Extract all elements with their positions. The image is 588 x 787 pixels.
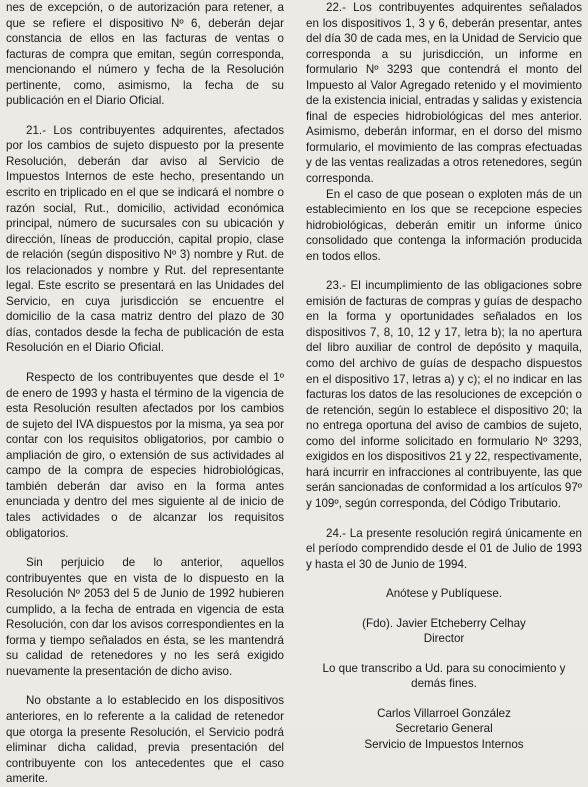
paragraph-22: 22.- Los contribuyentes adquirentes señalados en los dispositivos 1, 3 y 6, deberán presentar, antes del día 30 de cada mes, en la Unidad de Servicio que corresponda a su jurisdicción, un informe en formulario Nº 3293 que contendrá el monto del Impuesto al Valor Agregado retenido y el movimiento de la existencia inicial, entradas y salidas y existencia final de especies hidrobiológicas del mes anterior. Asimismo, deberán informar, en el dorso del mismo formulario, el movimiento de las compras efectuadas y de las ventas realizadas a otros retenedores, según corresponda. [306,1,582,186]
paragraph-sin-perjuicio: Sin perjuicio de lo anterior, aquellos contribuyentes que en vista de lo dispuesto en la Resolución Nº 2053 del 5 de Junio de 1992 hubieren cumplido, a la fecha de entrada en vigencia de esta Resolución, con dar los avisos correspondientes en la forma y tiempo señalados en ésta, se les mantendrá su calidad de retenedores y no les será exigido nuevamente la presentación de dicho aviso. [6,556,284,678]
paragraph-continuation: nes de excepción, o de autorización para retener, a que se refiere el dispositivo Nº 6, deberán dejar constancia de ellos en las facturas de ventas o facturas de compra que emitan, según corresponda, mencionando el número y fecha de la Resolución pertinente, como, asimismo, la fecha de su publicación en el Diario Oficial. [6,1,284,108]
paragraph-respecto: Respecto de los contribuyentes que desde el 1º de enero de 1993 y hasta el término de la vigencia de esta Resolución resulten afectados por los cambios de sujeto del IVA dispuestos por la misma, ya sea por contar con los requisitos obligatorios, por cambio o ampliación de giro, o extensión de sus actividades al campo de la compra de especies hidrobiológicas, también deberán dar aviso en la forma antes enunciada y dentro del mes siguiente al de inicio de tales actividades o de alcanzar los requisitos obligatorios. [6,371,284,540]
paragraph-no-obstante: No obstante a lo establecido en los dispositivos anteriores, en lo referente a la calidad de retenedor que otorga la presente Resolución, el Servicio podrá eliminar dicha calidad, previa presentación del contribuyente con los antecedentes que el caso amerite. [6,694,284,786]
closing-line: Anótese y Publíquese. [385,587,503,601]
right-column [306,0,582,753]
secretary-org: Servicio de Impuestos Internos [364,737,524,751]
secretary-name: Carlos Villarroel González [377,706,511,720]
left-column [6,0,284,787]
paragraph-23: 23.- El incumplimiento de las obligaciones sobre emisión de facturas de compras y guías de despacho en la forma y oportunidades señalados en los dispositivos 7, 8, 10, 12 y 17, letra b); la no apertura del libro auxiliar de control de depósito y maquila, como del archivo de guías de despacho dispuestos en el dispositivo 17, letras a) y c); el no indicar en las facturas los datos de las resoluciones de excepción o de retención, según lo establece el dispositivo 20; la no entrega oportuna del aviso de cambios de sujeto, como del informe solicitado en formulario Nº 3293, exigidos en los dispositivos 21 y 22, respectivamente, hará incurrir en infracciones al contribuyente, las que serán sancionadas de conformidad a los artículos 97º y 109º, según corresponda, del Código Tributario. [306,279,582,510]
signer-name: (Fdo). Javier Etcheberry Celhay [362,616,526,630]
paragraph-en-el-caso: En el caso de que posean o exploten más de un establecimiento en los que se recepcione especies hidrobiológicas, deberán emitir un informe único consolidado que contenga la información producida en todos ellos. [306,187,582,263]
paragraph-21: 21.- Los contribuyentes adquirentes, afectados por los cambios de sujeto dispuesto por la presente Resolución, deberán dar aviso al Servicio de Impuestos Internos de este hecho, presentando un escrito en triplicado en el que se indicará el nombre o razón social, Rut., domicilio, actividad económica principal, número de sucursales con su ubicación y dirección, líneas de producción, capital propio, clase de relación (según dispositivo Nº 3) nombre y Rut. de los relacionados y nombre y Rut. del representante legal. Este escrito se presentará en las Unidades del Servicio, en cuya jurisdicción se encuentre el domicilio de la casa matriz dentro del plazo de 30 días, contados desde la fecha de publicación de esta Resolución en el Diario Oficial. [6,123,284,355]
signer-title: Director [423,632,465,646]
paragraph-24: 24.- La presente resolución regirá únicamente en el período comprendido desde el 01 de Julio de 1993 y hasta el 30 de Junio de 1994. [306,526,582,571]
secretary-title: Secretario General [395,722,493,736]
transcription-note: Lo que transcribo a Ud. para su conocimiento y demás fines. [322,661,566,691]
